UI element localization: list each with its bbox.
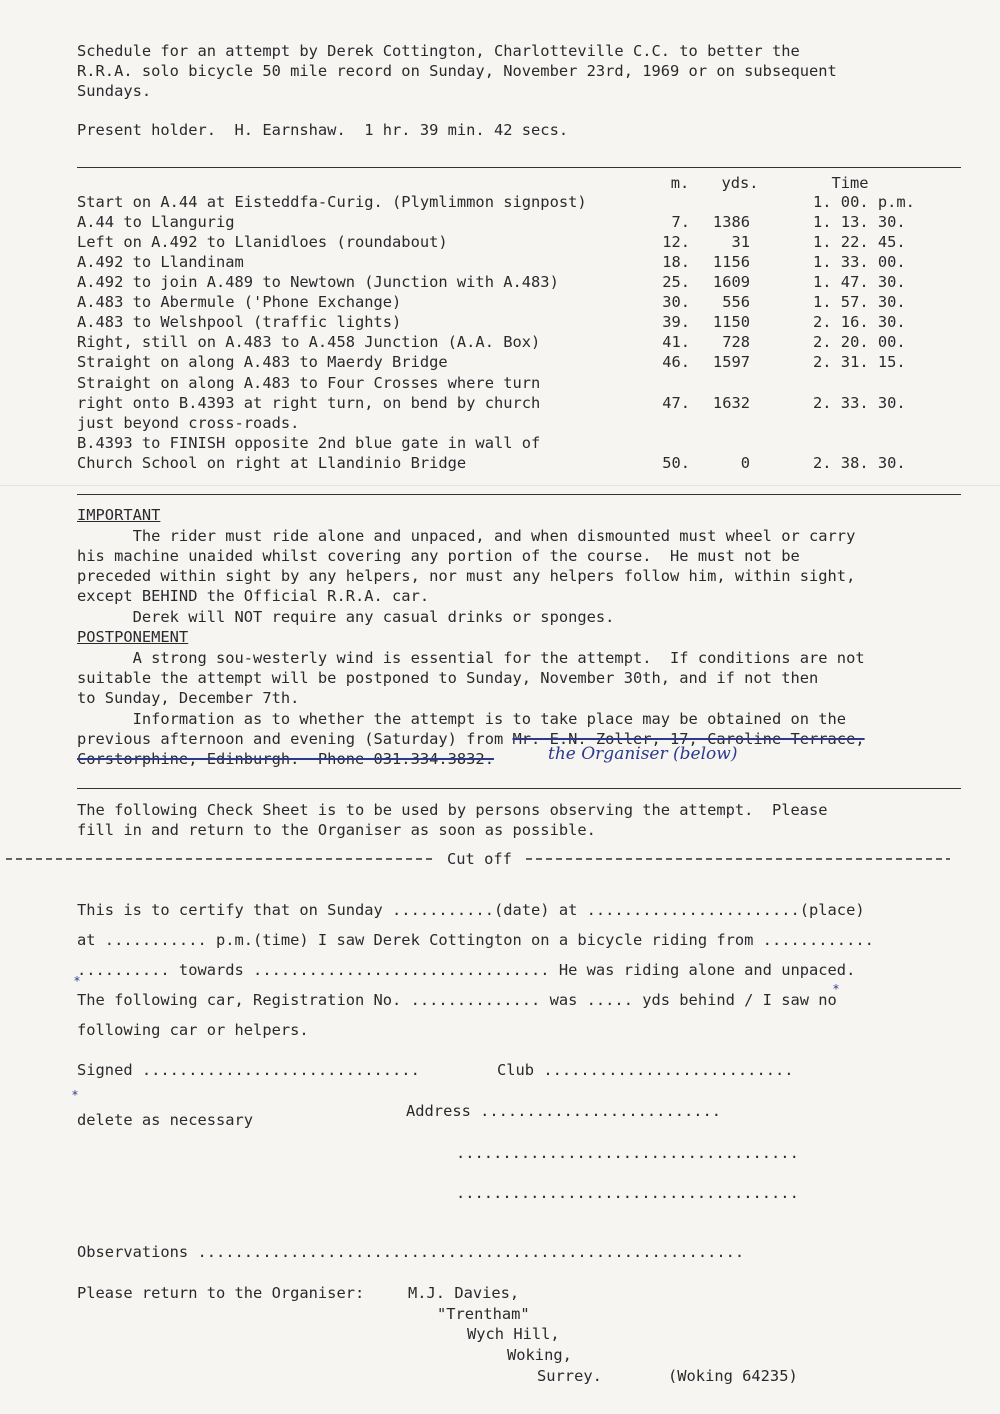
yards-cell: 1386 bbox=[712, 213, 750, 231]
organiser-phone: (Woking 64235) bbox=[668, 1367, 798, 1385]
important-line: preceded within sight by any helpers, nor must any helpers follow him, within sight, bbox=[77, 567, 856, 585]
postponement-line-prefix: previous afternoon and evening (Saturday) from bbox=[77, 730, 513, 748]
certificate-line: This is to certify that on Sunday ...........(date) at .......................(place) bbox=[77, 901, 865, 919]
important-line: Derek will NOT require any casual drinks or sponges. bbox=[77, 608, 615, 626]
asterisk-mark: * bbox=[833, 982, 839, 996]
address-field: Address .......................... bbox=[406, 1102, 722, 1120]
miles-cell: 30. bbox=[662, 293, 690, 311]
cut-off-label: Cut off bbox=[447, 850, 512, 868]
route-text: A.483 to Abermule ('Phone Exchange) bbox=[77, 293, 402, 311]
asterisk-mark: * bbox=[72, 1088, 78, 1102]
route-text: Left on A.492 to Llanidloes (roundabout) bbox=[77, 233, 448, 251]
miles-cell: 12. bbox=[662, 233, 690, 251]
header-line-3: Sundays. bbox=[77, 82, 152, 100]
certificate-line: The following car, Registration No. .............. was ..... yds behind / I saw no bbox=[77, 991, 837, 1009]
time-cell: 1. 47. 30. bbox=[813, 273, 906, 291]
miles-cell: 46. bbox=[662, 353, 690, 371]
route-text: right onto B.4393 at right turn, on bend by church bbox=[77, 394, 541, 412]
time-cell: 2. 38. 30. bbox=[813, 454, 906, 472]
important-line: except BEHIND the Official R.R.A. car. bbox=[77, 587, 430, 605]
postponement-line bbox=[77, 729, 865, 749]
postponement-line: Information as to whether the attempt is to take place may be obtained on the bbox=[77, 710, 847, 728]
route-text: Right, still on A.483 to A.458 Junction (A.A. Box) bbox=[77, 333, 541, 351]
divider bbox=[77, 167, 961, 168]
organiser-county: Surrey. bbox=[537, 1367, 602, 1385]
miles-cell: 25. bbox=[662, 273, 690, 291]
yards-cell: 0 bbox=[740, 454, 750, 472]
route-text: Straight on along A.483 to Four Crosses where turn bbox=[77, 374, 541, 392]
time-cell: 2. 31. 15. bbox=[813, 353, 906, 371]
address-field: ..................................... bbox=[456, 1184, 799, 1202]
yards-cell: 31 bbox=[731, 233, 750, 251]
paper-fold bbox=[0, 485, 1000, 486]
signed-field: Signed .............................. bbox=[77, 1061, 420, 1079]
route-text: just beyond cross-roads. bbox=[77, 414, 300, 432]
handwritten-correction: the Organiser (below) bbox=[548, 744, 738, 764]
route-text: A.483 to Welshpool (traffic lights) bbox=[77, 313, 402, 331]
delete-note: delete as necessary bbox=[77, 1111, 254, 1129]
divider bbox=[77, 788, 961, 789]
col-miles-header: m. bbox=[670, 174, 690, 192]
yards-cell: 1609 bbox=[712, 273, 750, 291]
yards-cell: 728 bbox=[722, 333, 750, 351]
time-cell: 2. 16. 30. bbox=[813, 313, 906, 331]
check-intro-line: fill in and return to the Organiser as soon as possible. bbox=[77, 821, 596, 839]
address-field: ..................................... bbox=[456, 1144, 799, 1162]
header-line-2: R.R.A. solo bicycle 50 mile record on Sunday, November 23rd, 1969 or on subsequent bbox=[77, 62, 837, 80]
postponement-line bbox=[77, 749, 494, 769]
time-cell: 1. 33. 00. bbox=[813, 253, 906, 271]
important-heading: IMPORTANT bbox=[77, 506, 161, 524]
time-cell: 2. 33. 30. bbox=[813, 394, 906, 412]
certificate-line: at ........... p.m.(time) I saw Derek Cottington on a bicycle riding from ............ bbox=[77, 931, 874, 949]
check-intro-line: The following Check Sheet is to be used by persons observing the attempt. Please bbox=[77, 801, 828, 819]
route-text: A.44 to Llangurig bbox=[77, 213, 235, 231]
miles-cell: 41. bbox=[662, 333, 690, 351]
col-time-header: Time bbox=[831, 174, 869, 192]
miles-cell: 39. bbox=[662, 313, 690, 331]
club-field: Club ........................... bbox=[497, 1061, 794, 1079]
route-text: Straight on along A.483 to Maerdy Bridge bbox=[77, 353, 448, 371]
yards-cell: 1597 bbox=[712, 353, 750, 371]
asterisk-mark: * bbox=[74, 974, 80, 988]
postponement-line: suitable the attempt will be postponed to Sunday, November 30th, and if not then bbox=[77, 669, 819, 687]
yards-cell: 1156 bbox=[712, 253, 750, 271]
time-cell: 1. 22. 45. bbox=[813, 233, 906, 251]
organiser-street: Wych Hill, bbox=[467, 1325, 560, 1343]
route-text: A.492 to Llandinam bbox=[77, 253, 244, 271]
return-label: Please return to the Organiser: bbox=[77, 1284, 365, 1302]
organiser-town: Woking, bbox=[507, 1346, 572, 1364]
miles-cell: 7. bbox=[671, 213, 690, 231]
route-text: B.4393 to FINISH opposite 2nd blue gate in wall of bbox=[77, 434, 541, 452]
miles-cell: 47. bbox=[662, 394, 690, 412]
time-cell: 1. 57. 30. bbox=[813, 293, 906, 311]
time-cell: 1. 13. 30. bbox=[813, 213, 906, 231]
miles-cell: 50. bbox=[662, 454, 690, 472]
col-yards-header: yds. bbox=[721, 174, 759, 192]
time-cell: 2. 20. 00. bbox=[813, 333, 906, 351]
yards-cell: 1632 bbox=[712, 394, 750, 412]
postponement-heading: POSTPONEMENT bbox=[77, 628, 189, 646]
certificate-line: .......... towards ................................ He was riding alone and unpaced. bbox=[77, 961, 856, 979]
postponement-line: to Sunday, December 7th. bbox=[77, 689, 300, 707]
miles-cell: 18. bbox=[662, 253, 690, 271]
observations-field: Observations ........................................................... bbox=[77, 1243, 745, 1261]
yards-cell: 1150 bbox=[712, 313, 750, 331]
divider bbox=[77, 494, 961, 495]
route-text: Church School on right at Llandinio Bridge bbox=[77, 454, 467, 472]
header-line-1: Schedule for an attempt by Derek Cottington, Charlotteville C.C. to better the bbox=[77, 42, 800, 60]
struck-contact-phone: Corstorphine, Edinburgh. Phone 031.334.3832. bbox=[77, 750, 494, 768]
route-text: A.492 to join A.489 to Newtown (Junction with A.483) bbox=[77, 273, 559, 291]
organiser-name: M.J. Davies, bbox=[408, 1284, 520, 1302]
struck-contact-address: Mr. E.N. Zoller, 17, Caroline Terrace, bbox=[512, 730, 865, 748]
yards-cell: 556 bbox=[722, 293, 750, 311]
important-line: The rider must ride alone and unpaced, and when dismounted must wheel or carry bbox=[77, 527, 856, 545]
time-cell: 1. 00. p.m. bbox=[813, 193, 915, 211]
organiser-house: "Trentham" bbox=[437, 1305, 530, 1323]
present-holder: Present holder. H. Earnshaw. 1 hr. 39 min. 42 secs. bbox=[77, 121, 569, 139]
important-line: his machine unaided whilst covering any portion of the course. He must not be bbox=[77, 547, 800, 565]
route-text: Start on A.44 at Eisteddfa-Curig. (Plymlimmon signpost) bbox=[77, 193, 587, 211]
certificate-line: following car or helpers. bbox=[77, 1021, 309, 1039]
postponement-line: A strong sou-westerly wind is essential for the attempt. If conditions are not bbox=[77, 649, 865, 667]
